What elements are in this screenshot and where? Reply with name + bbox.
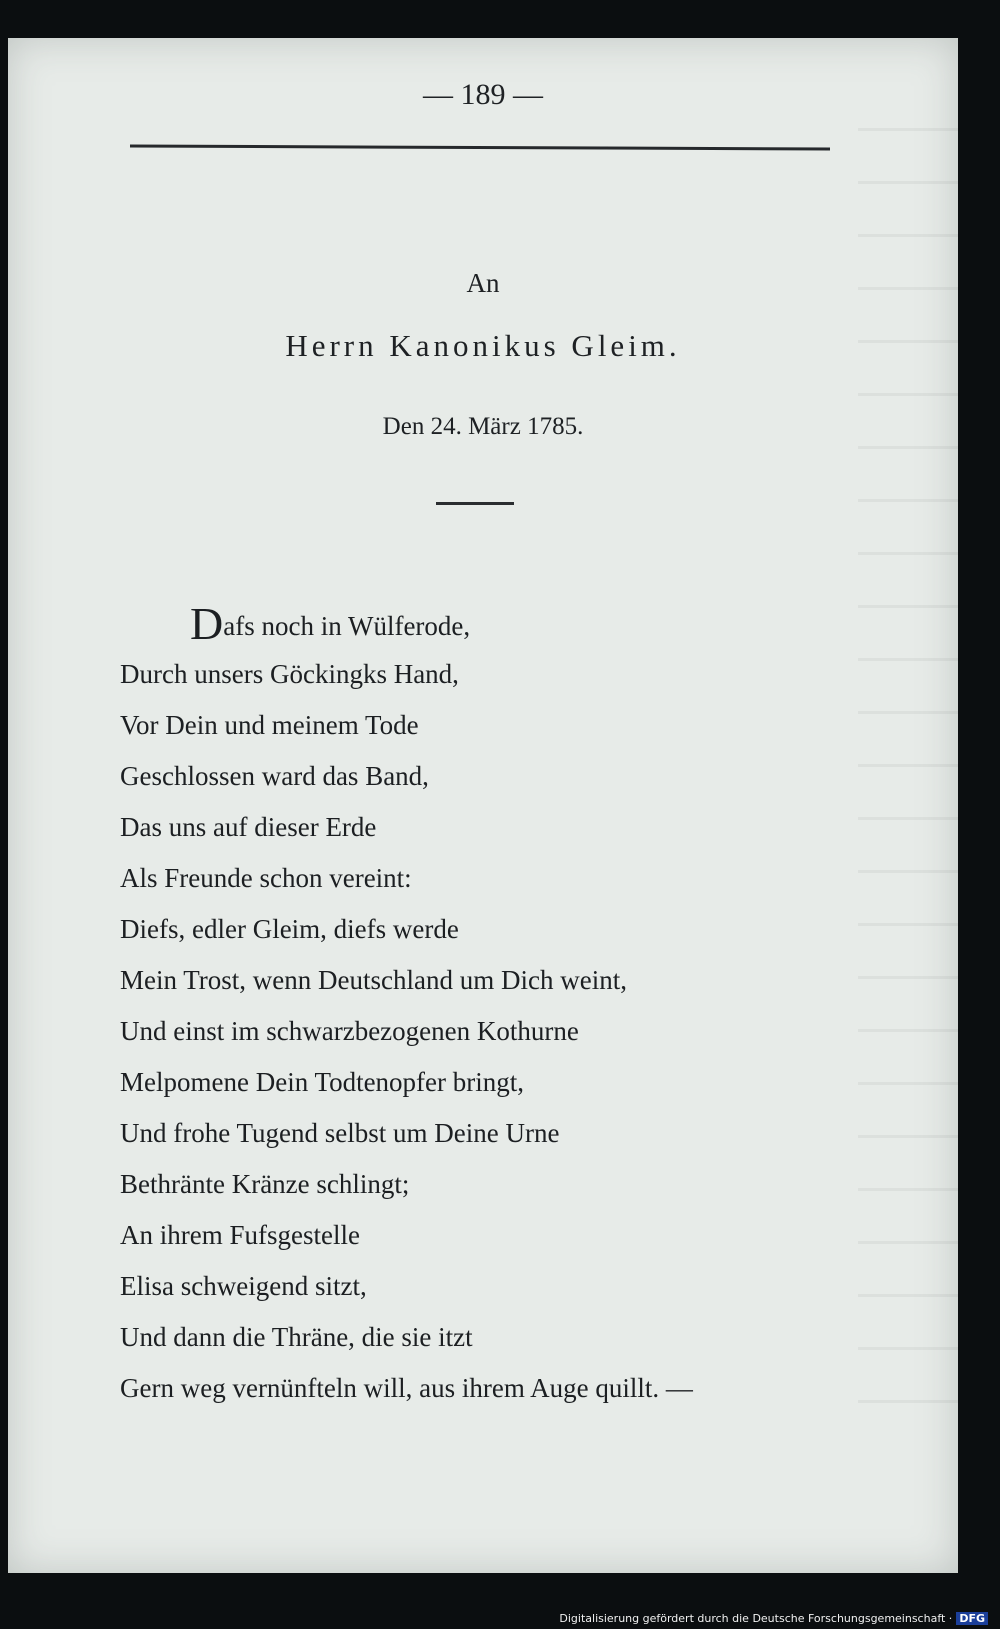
poem-line: Und dann die Thräne, die sie itzt xyxy=(120,1322,473,1352)
salutation: An xyxy=(466,268,500,298)
poem-line: Und frohe Tugend selbst um Deine Urne xyxy=(120,1118,560,1148)
poem xyxy=(120,598,880,1414)
poem-line: An ihrem Fufsgestelle xyxy=(120,1220,360,1250)
poem-line-text: afs noch in Wülferode, xyxy=(223,611,471,641)
header-rule xyxy=(130,144,830,150)
poem-line: Gern weg vernünfteln will, aus ihrem Auge quillt. — xyxy=(120,1373,693,1403)
poem-line: Bethränte Kränze schlingt; xyxy=(120,1169,410,1199)
dfg-logo: DFG xyxy=(956,1612,988,1625)
digitization-credit xyxy=(559,1612,988,1625)
initial-letter: D xyxy=(190,598,224,649)
addressee-heading: Herrn Kanonikus Gleim. xyxy=(285,328,681,363)
poem-line: Und einst im schwarzbezogenen Kothurne xyxy=(120,1016,579,1046)
poem-line: Das uns auf dieser Erde xyxy=(120,812,377,842)
poem-line: Diefs, edler Gleim, diefs werde xyxy=(120,914,459,944)
poem-line: Mein Trost, wenn Deutschland um Dich weint, xyxy=(120,965,627,995)
poem-line: Geschlossen ward das Band, xyxy=(120,761,429,791)
page-number: — 189 — xyxy=(423,78,543,111)
poem-line: Melpomene Dein Todtenopfer bringt, xyxy=(120,1067,525,1097)
book-page xyxy=(8,38,958,1573)
dateline: Den 24. März 1785. xyxy=(382,413,584,440)
poem-line: Als Freunde schon vereint: xyxy=(120,863,412,893)
poem-line: Elisa schweigend sitzt, xyxy=(120,1271,367,1301)
poem-line: Vor Dein und meinem Tode xyxy=(120,710,419,740)
poem-line xyxy=(120,598,880,649)
section-rule xyxy=(436,502,514,505)
poem-line: Durch unsers Göckingks Hand, xyxy=(120,659,459,689)
credit-text: Digitalisierung gefördert durch die Deutsche Forschungsgemeinschaft · xyxy=(559,1612,953,1625)
